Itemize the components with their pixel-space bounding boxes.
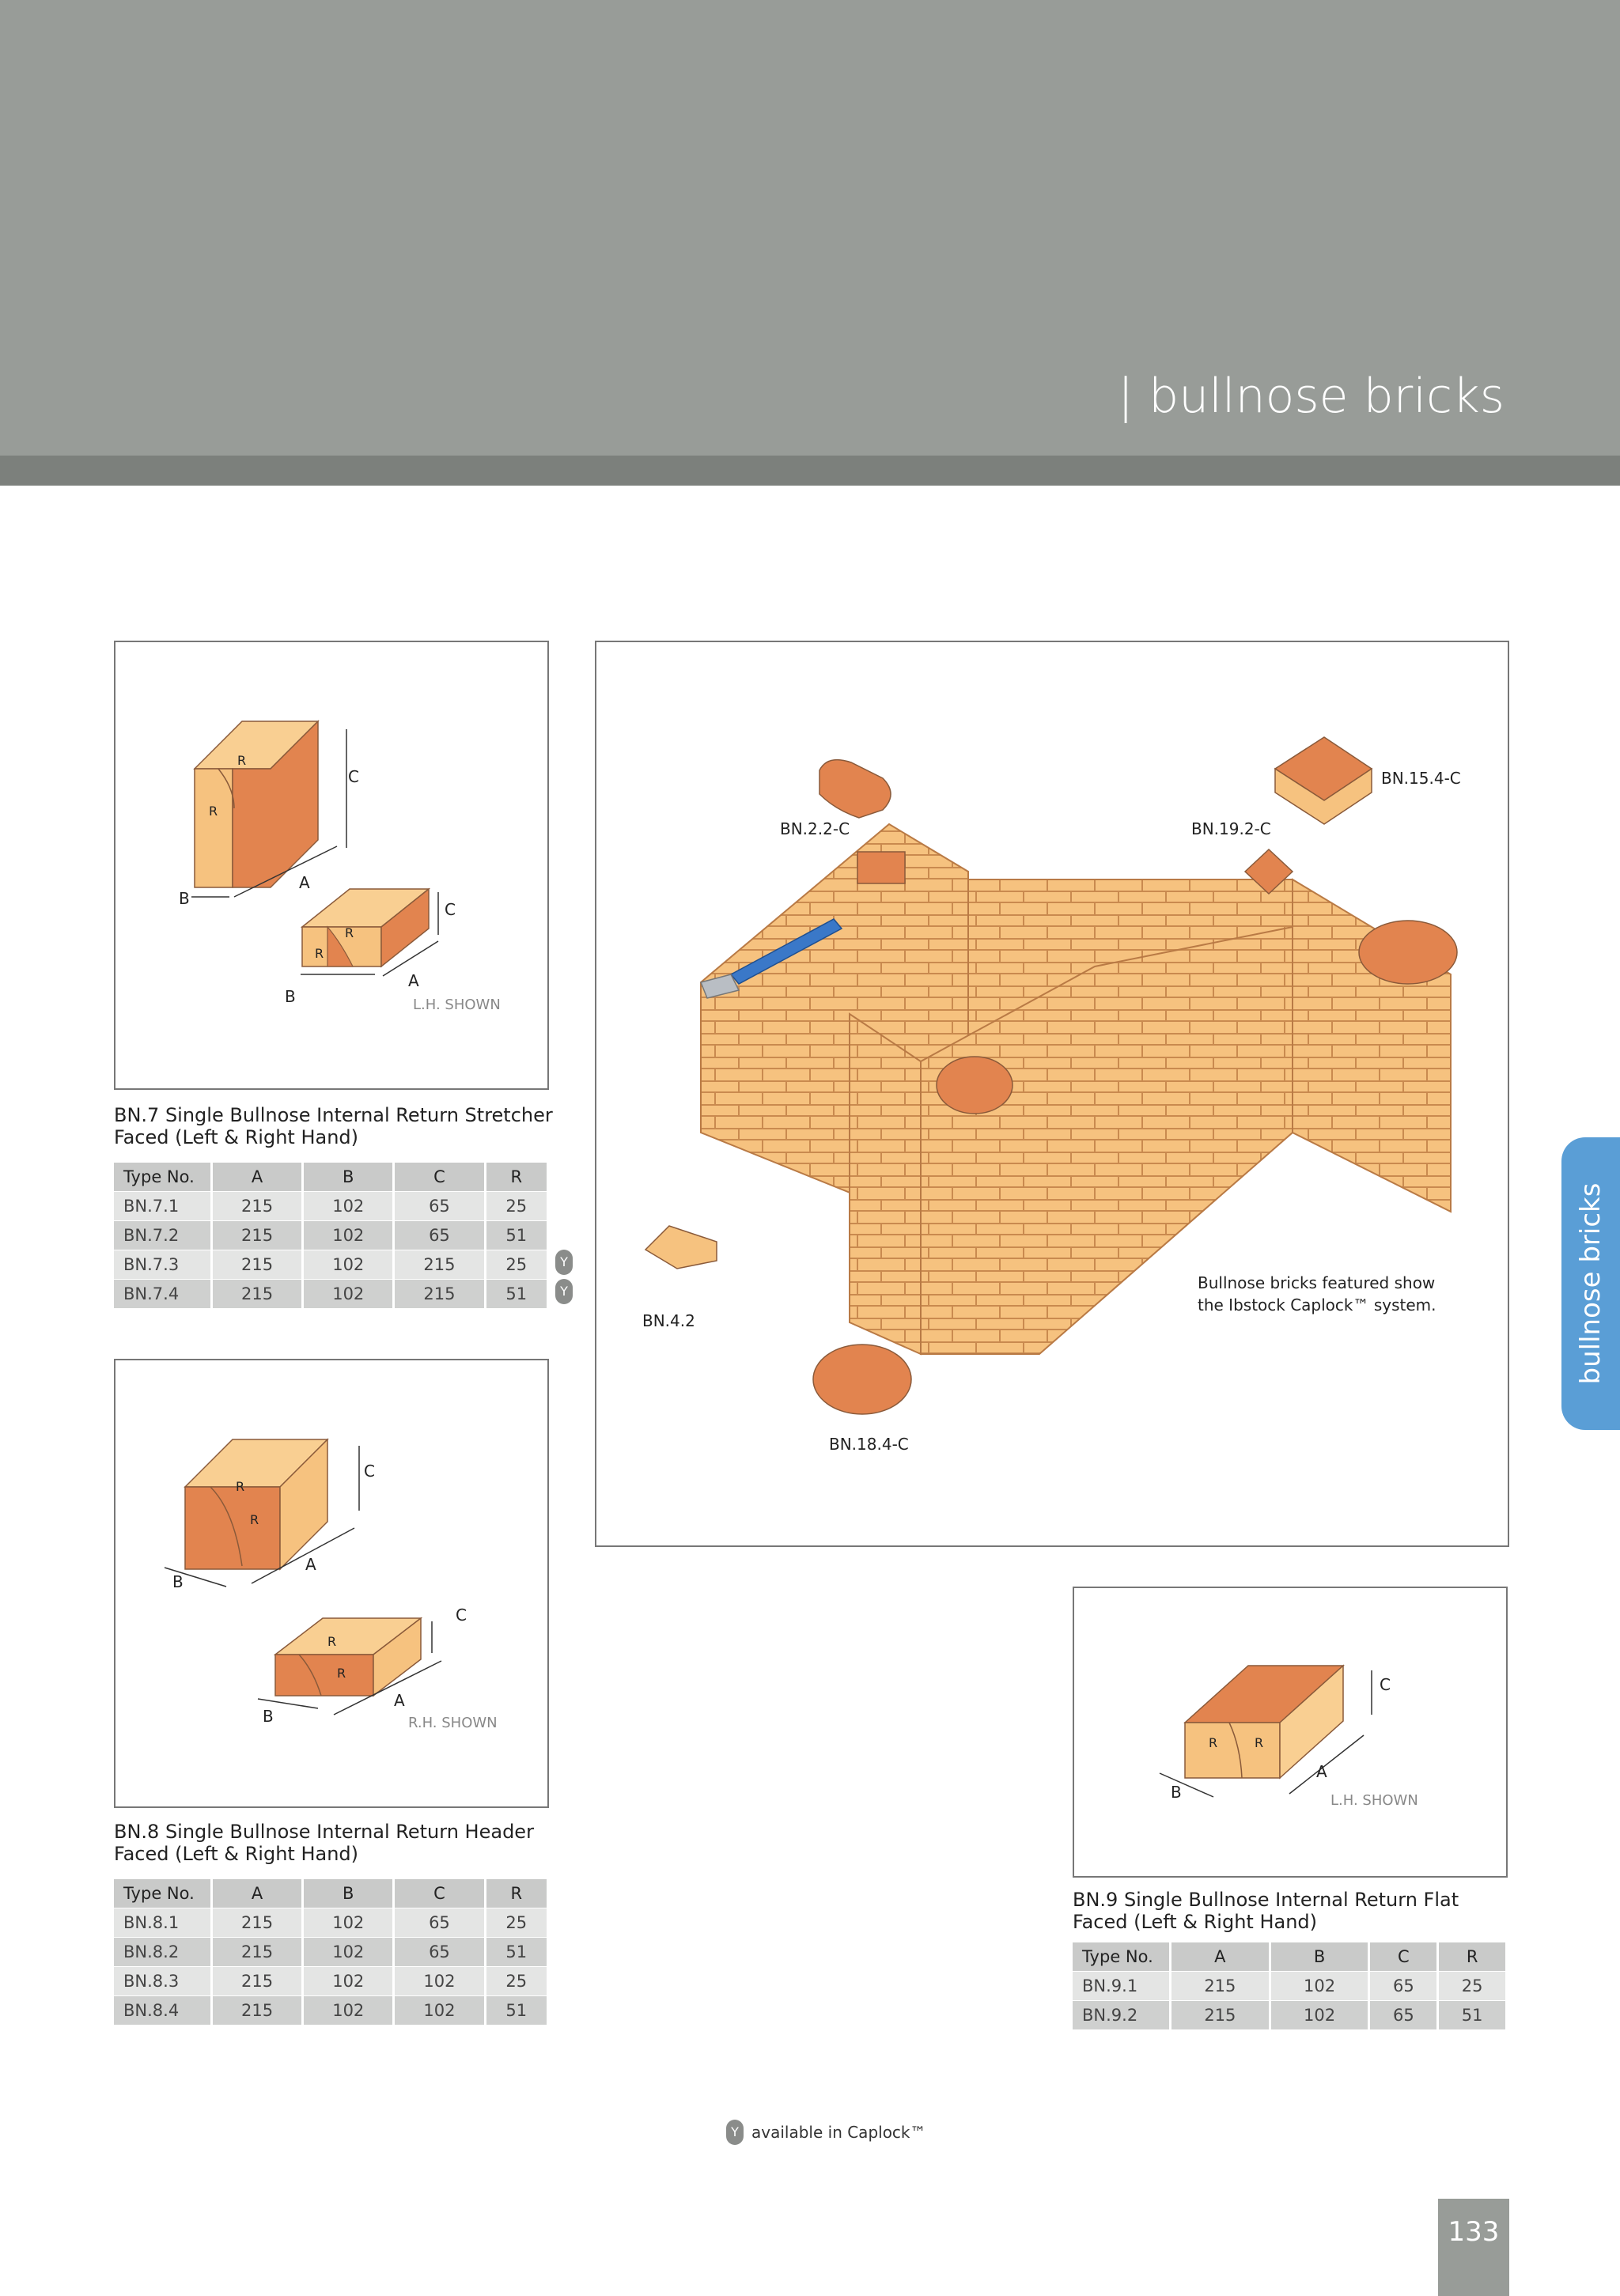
column-header: R xyxy=(485,1163,547,1192)
table-cell: BN.8.4 xyxy=(114,1996,212,2026)
table-row xyxy=(114,1221,548,1250)
brick-label-bn15-4-c: BN.15.4-C xyxy=(1381,769,1461,788)
column-header: Type No. xyxy=(114,1163,212,1192)
table-cell: 65 xyxy=(1369,1972,1438,2001)
header-stripe xyxy=(0,456,1620,486)
table-cell: 102 xyxy=(1270,2001,1369,2030)
dim-r-label: R xyxy=(345,925,354,940)
table-row xyxy=(114,1192,548,1221)
section-tab-label: bullnose bricks xyxy=(1575,1182,1607,1385)
dim-b-label: B xyxy=(1171,1783,1182,1802)
table-row xyxy=(114,1938,548,1967)
orientation-note: L.H. SHOWN xyxy=(1330,1792,1418,1809)
table-cell: 51 xyxy=(485,1996,547,2026)
dim-r-label: R xyxy=(250,1512,259,1527)
bn9-brick-diagram xyxy=(1074,1588,1506,1876)
table-cell: 215 xyxy=(212,1221,303,1250)
table-cell: 65 xyxy=(394,1192,485,1221)
dim-r-label: R xyxy=(236,1479,245,1494)
dim-a-label: A xyxy=(305,1555,316,1574)
table-cell: 25 xyxy=(485,1192,547,1221)
brick-label-bn18-4-c: BN.18.4-C xyxy=(829,1435,909,1454)
brick-label-bn2-2-c: BN.2.2-C xyxy=(780,819,850,838)
table-cell: 102 xyxy=(303,1996,394,2026)
table-row xyxy=(114,1967,548,1996)
table-row xyxy=(114,1280,548,1309)
dim-r-label: R xyxy=(1209,1735,1218,1750)
bn9-diagram-panel xyxy=(1073,1587,1508,1878)
table-cell: 215 xyxy=(394,1250,485,1280)
table-cell: BN.7.2 xyxy=(114,1221,212,1250)
caplock-icon: Y xyxy=(726,2120,744,2145)
table-cell: BN.9.2 xyxy=(1073,2001,1171,2030)
table-cell: BN.7.4 xyxy=(114,1280,212,1309)
column-header: A xyxy=(212,1879,303,1908)
table-cell: 65 xyxy=(394,1908,485,1938)
table-cell: BN.8.1 xyxy=(114,1908,212,1938)
table-cell: 215 xyxy=(212,1280,303,1309)
dim-c-label: C xyxy=(445,900,456,919)
bn7-brick-diagram xyxy=(115,642,547,1088)
table-cell: BN.7.1 xyxy=(114,1192,212,1221)
table-row xyxy=(1073,1972,1507,2001)
bn9-caption: BN.9 Single Bullnose Internal Return Flat Faced (Left & Right Hand) xyxy=(1073,1889,1459,1933)
column-header: B xyxy=(1270,1942,1369,1972)
table-cell: 102 xyxy=(303,1280,394,1309)
table-cell: 215 xyxy=(1171,2001,1270,2030)
table-cell: 102 xyxy=(303,1908,394,1938)
table-cell: 51 xyxy=(485,1938,547,1967)
dim-r-label: R xyxy=(315,946,324,961)
table-cell: 25 xyxy=(485,1908,547,1938)
bn7-diagram-panel xyxy=(114,641,549,1090)
column-header: Type No. xyxy=(114,1879,212,1908)
dim-a-label: A xyxy=(408,971,419,990)
table-row xyxy=(1073,2001,1507,2030)
bn7-caption: BN.7 Single Bullnose Internal Return Stretcher Faced (Left & Right Hand) xyxy=(114,1104,553,1148)
column-header: R xyxy=(485,1879,547,1908)
column-header: R xyxy=(1438,1942,1507,1972)
section-tab[interactable] xyxy=(1561,1137,1620,1430)
table-header-row xyxy=(114,1879,548,1908)
caplock-icon: Y xyxy=(555,1279,573,1304)
dim-r-label: R xyxy=(1255,1735,1264,1750)
table-cell: 102 xyxy=(303,1938,394,1967)
table-cell: 215 xyxy=(212,1908,303,1938)
column-header: B xyxy=(303,1879,394,1908)
table-cell: 102 xyxy=(303,1192,394,1221)
table-cell: BN.7.3 xyxy=(114,1250,212,1280)
legend-text: available in Caplock™ xyxy=(751,2123,926,2142)
column-header: C xyxy=(394,1163,485,1192)
table-cell: 51 xyxy=(485,1221,547,1250)
table-cell: 102 xyxy=(394,1967,485,1996)
column-header: A xyxy=(212,1163,303,1192)
table-cell: 25 xyxy=(485,1250,547,1280)
bn8-caption: BN.8 Single Bullnose Internal Return Header Faced (Left & Right Hand) xyxy=(114,1821,534,1865)
dim-r-label: R xyxy=(337,1666,346,1681)
orientation-note: L.H. SHOWN xyxy=(413,997,501,1013)
table-cell: 65 xyxy=(1369,2001,1438,2030)
caplock-icon: Y xyxy=(555,1250,573,1275)
table-cell: 102 xyxy=(303,1221,394,1250)
dim-c-label: C xyxy=(364,1462,375,1481)
dim-r-label: R xyxy=(237,753,247,768)
bn8-diagram-panel xyxy=(114,1359,549,1808)
dim-a-label: A xyxy=(1316,1762,1327,1781)
dim-b-label: B xyxy=(263,1707,274,1726)
orientation-note: R.H. SHOWN xyxy=(408,1715,498,1731)
column-header: A xyxy=(1171,1942,1270,1972)
bn9-spec-table xyxy=(1073,1942,1508,2029)
caplock-legend xyxy=(726,2120,926,2145)
dim-b-label: B xyxy=(172,1572,184,1591)
column-header: B xyxy=(303,1163,394,1192)
table-cell: 215 xyxy=(394,1280,485,1309)
table-cell: 215 xyxy=(212,1938,303,1967)
table-cell: BN.9.1 xyxy=(1073,1972,1171,2001)
brick-label-bn4-2: BN.4.2 xyxy=(642,1311,695,1330)
table-cell: 215 xyxy=(212,1996,303,2026)
dim-c-label: C xyxy=(348,767,359,786)
page-title: | bullnose bricks xyxy=(1117,369,1505,424)
table-cell: 215 xyxy=(212,1967,303,1996)
table-row xyxy=(114,1996,548,2026)
dim-c-label: C xyxy=(1380,1675,1391,1694)
dim-a-label: A xyxy=(299,873,310,892)
illustration-note: Bullnose bricks featured show the Ibstock Caplock™ system. xyxy=(1198,1273,1436,1314)
table-cell: 51 xyxy=(1438,2001,1507,2030)
table-cell: 102 xyxy=(394,1996,485,2026)
table-row xyxy=(114,1250,548,1280)
table-cell: 25 xyxy=(1438,1972,1507,2001)
dim-b-label: B xyxy=(285,987,296,1006)
table-cell: 215 xyxy=(212,1250,303,1280)
table-header-row xyxy=(114,1163,548,1192)
table-row xyxy=(114,1908,548,1938)
dim-r-label: R xyxy=(209,804,218,819)
dim-b-label: B xyxy=(179,889,190,908)
dim-a-label: A xyxy=(394,1691,405,1710)
column-header: C xyxy=(1369,1942,1438,1972)
table-cell: 25 xyxy=(485,1967,547,1996)
table-cell: 215 xyxy=(212,1192,303,1221)
page-number: 133 xyxy=(1448,2216,1500,2248)
column-header: Type No. xyxy=(1073,1942,1171,1972)
table-cell: 65 xyxy=(394,1221,485,1250)
table-header-row xyxy=(1073,1942,1507,1972)
table-cell: 102 xyxy=(303,1967,394,1996)
table-cell: 102 xyxy=(1270,1972,1369,2001)
table-cell: 65 xyxy=(394,1938,485,1967)
page-number-box xyxy=(1438,2199,1509,2296)
table-cell: 102 xyxy=(303,1250,394,1280)
brick-wall-illustration xyxy=(596,642,1508,1545)
table-cell: 215 xyxy=(1171,1972,1270,2001)
column-header: C xyxy=(394,1879,485,1908)
table-cell: BN.8.3 xyxy=(114,1967,212,1996)
table-cell: BN.8.2 xyxy=(114,1938,212,1967)
dim-r-label: R xyxy=(327,1634,337,1649)
bn7-spec-table xyxy=(114,1163,549,1308)
table-cell: 51 xyxy=(485,1280,547,1309)
bn8-spec-table xyxy=(114,1879,549,2025)
wall-illustration-panel xyxy=(595,641,1509,1547)
brick-label-bn19-2-c: BN.19.2-C xyxy=(1191,819,1271,838)
dim-c-label: C xyxy=(456,1606,467,1625)
